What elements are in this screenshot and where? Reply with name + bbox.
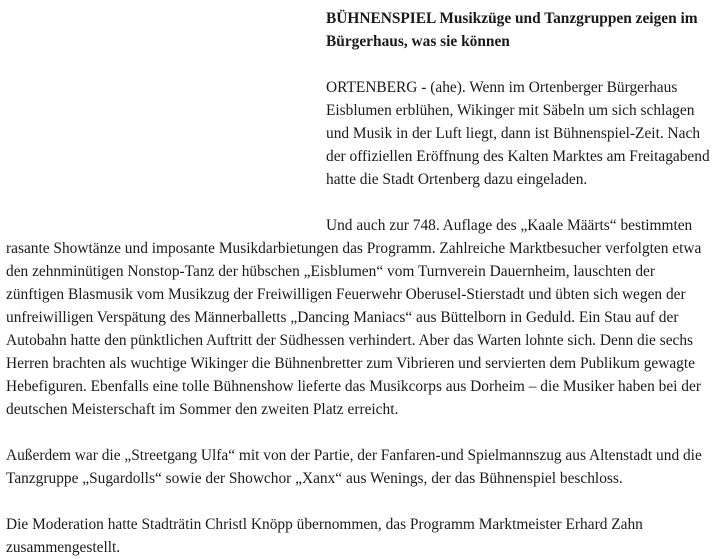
- article-headline: BÜHNENSPIEL Musikzüge und Tanzgruppen zeigen im Bürgerhaus, was sie können: [326, 10, 698, 50]
- article-paragraph-1: Und auch zur 748. Auflage des „Kaale Määrts“ bestimmten rasante Showtänze und imposante Musikdarbietungen das Programm. Zahlreiche Marktbesucher verfolgten etwa den zehnminütigen Nonstop-Tanz der hübschen „Eisblumen“ vom Turnverein Dauernheim, lauschten der zünftigen Blasmusik vom Musikzug der Freiwilligen Feuerwehr Oberusel-Stierstadt und übten sich wegen der unfreiwilligen Verspätung des Männerballetts „Dancing Maniacs“ aus Büttelborn in Geduld. Ein Stau auf der Autobahn hatte den pünktlichen Auftritt der Südhessen verhindert. Aber das Warten lohnte sich. Denn die sechs Herren brachten als wuchtige Wikinger die Bühnenbretter zum Vibrieren und servierten dem Publikum gewagte Hebefiguren. Ebenfalls eine tolle Bühnenshow lieferte das Musikcorps aus Dorheim – die Musiker haben bei der deutschen Meisterschaft im Sommer den zweiten Platz erreicht.: [6, 217, 702, 418]
- article-paragraph-2: Außerdem war die „Streetgang Ulfa“ mit von der Partie, der Fanfaren-und Spielmannszug aus Altenstadt und die Tanzgruppe „Sugardolls“ sowie der Showchor „Xanx“ aus Wenings, der das Bühnenspiel beschloss.: [6, 447, 702, 487]
- article-lead-block: [6, 76, 712, 191]
- article-lead: ORTENBERG - (ahe). Wenn im Ortenberger Bürgerhaus Eisblumen erblühen, Wikinger mit Säbeln um sich schlagen und Musik in der Luft liegt, dann ist Bühnenspiel-Zeit. Nach der offiziellen Eröffnung des Kalten Marktes am Freitagabend hatte die Stadt Ortenberg dazu eingeladen.: [326, 79, 710, 188]
- article-paragraph-3: Die Moderation hatte Stadträtin Christl Knöpp übernommen, das Programm Marktmeister Erhard Zahn zusammengestellt.: [6, 516, 643, 556]
- article: [6, 7, 712, 559]
- lead-indent-spacer: [6, 76, 326, 237]
